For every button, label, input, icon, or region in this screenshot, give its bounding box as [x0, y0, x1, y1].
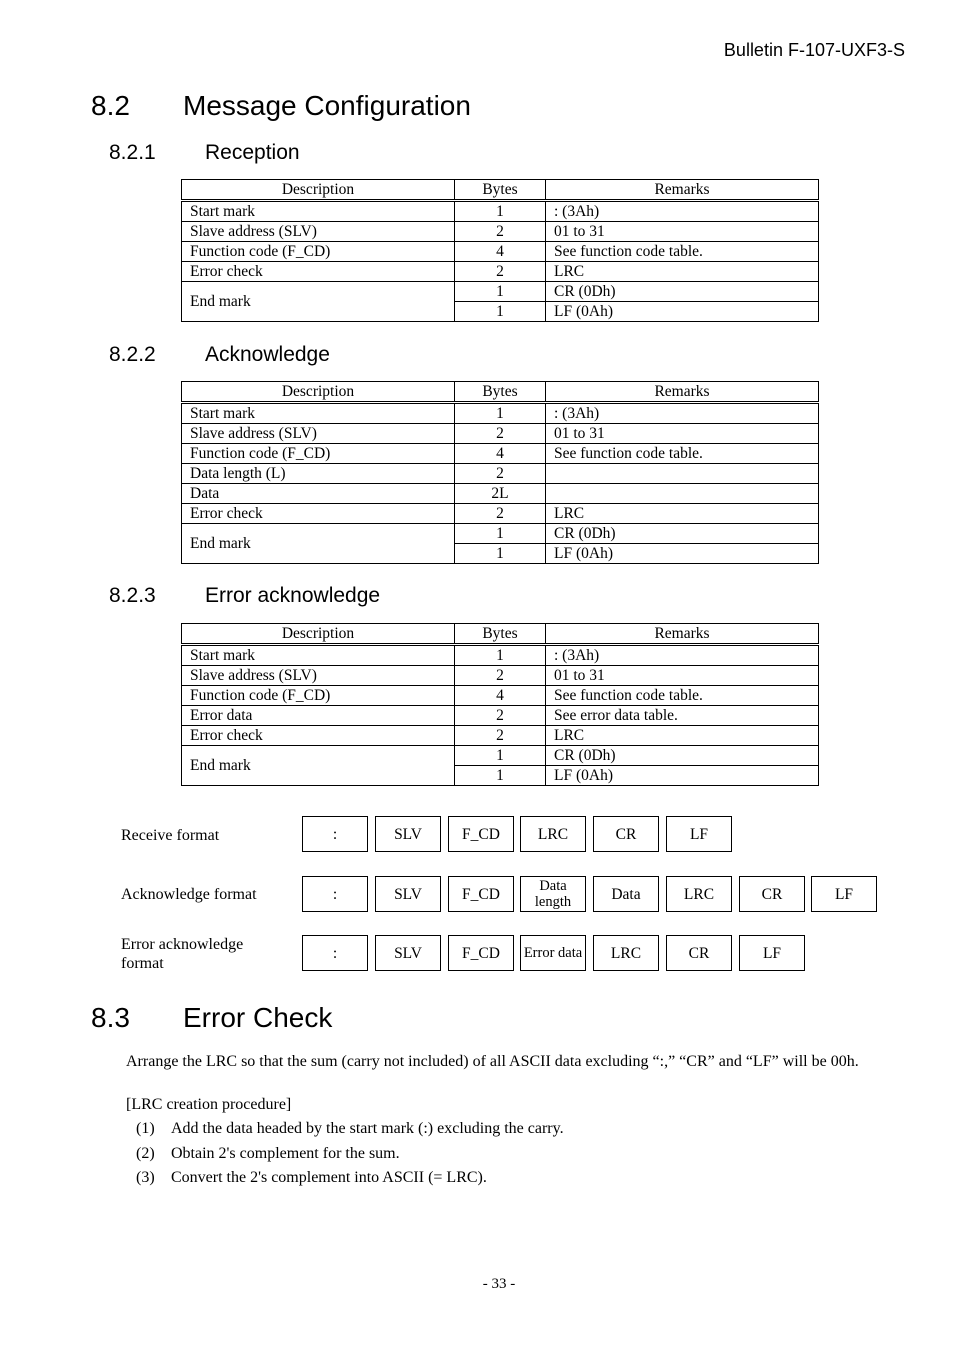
field-box: LF	[666, 816, 732, 852]
table-header-row	[182, 180, 819, 201]
section-number: 8.2	[91, 90, 130, 121]
error-check-paragraph: Arrange the LRC so that the sum (carry not included) of all ASCII data excluding “:,” “CR” and “LF” will be 00h.	[126, 1053, 859, 1070]
error-acknowledge-table	[181, 623, 819, 786]
cell-remarks: CR (0Dh)	[546, 524, 819, 544]
cell-description: Function code (F_CD)	[182, 686, 455, 706]
cell-remarks: 01 to 31	[546, 666, 819, 686]
cell-bytes: 1	[455, 746, 546, 766]
page-number: - 33 -	[482, 1276, 516, 1292]
header-remarks: Remarks	[546, 624, 819, 645]
header-bytes: Bytes	[455, 180, 546, 201]
receive-format-label: Receive format	[121, 827, 220, 844]
acknowledge-format-label: Acknowledge format	[121, 886, 257, 903]
table-row	[182, 222, 819, 242]
cell-description: Error check	[182, 504, 455, 524]
section-heading-8-3	[91, 1002, 332, 1034]
error-ack-format-label	[121, 935, 243, 973]
cell-description: Slave address (SLV)	[182, 666, 455, 686]
cell-remarks: LRC	[546, 726, 819, 746]
cell-remarks: : (3Ah)	[546, 645, 819, 666]
cell-bytes: 2	[455, 726, 546, 746]
cell-bytes: 2	[455, 262, 546, 282]
cell-remarks: See function code table.	[546, 686, 819, 706]
field-box: :	[302, 816, 368, 852]
step-number: (3)	[136, 1169, 155, 1186]
subsection-number: 8.2.2	[109, 343, 156, 366]
cell-bytes: 4	[455, 242, 546, 262]
cell-bytes: 1	[455, 645, 546, 666]
field-box: LRC	[666, 876, 732, 912]
cell-remarks: LF (0Ah)	[546, 302, 819, 322]
cell-bytes: 1	[455, 544, 546, 564]
field-box: F_CD	[448, 816, 514, 852]
table-header-row	[182, 382, 819, 403]
cell-remarks: : (3Ah)	[546, 201, 819, 222]
cell-bytes: 2L	[455, 484, 546, 504]
field-box: LF	[811, 876, 877, 912]
cell-bytes: 2	[455, 222, 546, 242]
subsection-title: Reception	[205, 141, 300, 164]
label-line: format	[121, 955, 164, 972]
cell-remarks: : (3Ah)	[546, 403, 819, 424]
cell-bytes: 1	[455, 302, 546, 322]
cell-remarks: LF (0Ah)	[546, 544, 819, 564]
header-description: Description	[182, 180, 455, 201]
cell-description: Data length (L)	[182, 464, 455, 484]
cell-description: Start mark	[182, 645, 455, 666]
cell-description: Start mark	[182, 403, 455, 424]
field-box: Error data	[520, 935, 586, 971]
cell-description: Slave address (SLV)	[182, 424, 455, 444]
cell-description: Function code (F_CD)	[182, 444, 455, 464]
field-box: SLV	[375, 935, 441, 971]
procedure-title: [LRC creation procedure]	[126, 1096, 292, 1113]
table-row	[182, 201, 819, 222]
cell-remarks: See error data table.	[546, 706, 819, 726]
cell-bytes: 2	[455, 424, 546, 444]
subsection-number: 8.2.3	[109, 584, 156, 607]
header-description: Description	[182, 624, 455, 645]
cell-remarks: LF (0Ah)	[546, 766, 819, 786]
table-row	[182, 444, 819, 464]
cell-description: End mark	[182, 282, 455, 322]
field-box: F_CD	[448, 935, 514, 971]
field-box: CR	[593, 816, 659, 852]
subsection-number: 8.2.1	[109, 141, 156, 164]
cell-bytes: 1	[455, 201, 546, 222]
cell-remarks: LRC	[546, 504, 819, 524]
table-row	[182, 464, 819, 484]
table-row	[182, 524, 819, 544]
field-box: LRC	[593, 935, 659, 971]
table-row	[182, 242, 819, 262]
cell-description: Slave address (SLV)	[182, 222, 455, 242]
header-bytes: Bytes	[455, 624, 546, 645]
section-heading-8-2	[91, 90, 471, 122]
cell-description: End mark	[182, 524, 455, 564]
cell-description: Error check	[182, 726, 455, 746]
field-box: LF	[739, 935, 805, 971]
step-number: (1)	[136, 1120, 155, 1137]
field-box: LRC	[520, 816, 586, 852]
table-row	[182, 686, 819, 706]
section-title: Message Configuration	[183, 90, 471, 121]
table-row	[182, 746, 819, 766]
cell-bytes: 2	[455, 706, 546, 726]
header-description: Description	[182, 382, 455, 403]
cell-bytes: 2	[455, 666, 546, 686]
field-box: Data	[593, 876, 659, 912]
subsection-title: Error acknowledge	[205, 584, 381, 607]
cell-remarks: 01 to 31	[546, 222, 819, 242]
procedure-step	[136, 1120, 564, 1138]
field-box: SLV	[375, 816, 441, 852]
cell-remarks: LRC	[546, 262, 819, 282]
field-box: :	[302, 876, 368, 912]
section-title: Error Check	[183, 1002, 333, 1033]
table-row	[182, 262, 819, 282]
field-box: Data length	[520, 876, 586, 912]
cell-description: Data	[182, 484, 455, 504]
header-bytes: Bytes	[455, 382, 546, 403]
step-text: Obtain 2's complement for the sum.	[171, 1145, 400, 1162]
cell-description: Start mark	[182, 201, 455, 222]
cell-remarks: See function code table.	[546, 444, 819, 464]
field-box: :	[302, 935, 368, 971]
cell-description: Function code (F_CD)	[182, 242, 455, 262]
table-row	[182, 645, 819, 666]
cell-description: Error data	[182, 706, 455, 726]
table-row	[182, 726, 819, 746]
cell-description: End mark	[182, 746, 455, 786]
field-box: SLV	[375, 876, 441, 912]
label-line: Error acknowledge	[121, 936, 244, 953]
acknowledge-table	[181, 381, 819, 564]
table-row	[182, 504, 819, 524]
subsection-title: Acknowledge	[205, 343, 330, 366]
table-row	[182, 282, 819, 302]
procedure-step	[136, 1145, 400, 1163]
cell-remarks	[546, 484, 819, 504]
cell-bytes: 4	[455, 444, 546, 464]
subsection-heading-8-2-2	[109, 343, 330, 367]
cell-bytes: 1	[455, 282, 546, 302]
cell-remarks: 01 to 31	[546, 424, 819, 444]
cell-bytes: 2	[455, 504, 546, 524]
section-number: 8.3	[91, 1002, 130, 1033]
cell-remarks: CR (0Dh)	[546, 746, 819, 766]
cell-remarks	[546, 464, 819, 484]
table-row	[182, 484, 819, 504]
cell-description: Error check	[182, 262, 455, 282]
cell-bytes: 1	[455, 403, 546, 424]
field-box: F_CD	[448, 876, 514, 912]
cell-bytes: 1	[455, 524, 546, 544]
subsection-heading-8-2-1	[109, 141, 300, 165]
reception-table	[181, 179, 819, 322]
bulletin-id: Bulletin F-107-UXF3-S	[723, 40, 905, 60]
procedure-step	[136, 1169, 487, 1187]
cell-remarks: See function code table.	[546, 242, 819, 262]
table-header-row	[182, 624, 819, 645]
header-remarks: Remarks	[546, 180, 819, 201]
table-row	[182, 424, 819, 444]
cell-bytes: 4	[455, 686, 546, 706]
cell-remarks: CR (0Dh)	[546, 282, 819, 302]
table-row	[182, 666, 819, 686]
step-text: Convert the 2's complement into ASCII (= LRC).	[171, 1169, 487, 1186]
header-remarks: Remarks	[546, 382, 819, 403]
step-number: (2)	[136, 1145, 155, 1162]
cell-bytes: 2	[455, 464, 546, 484]
table-row	[182, 706, 819, 726]
subsection-heading-8-2-3	[109, 584, 380, 608]
step-text: Add the data headed by the start mark (:) excluding the carry.	[171, 1120, 564, 1137]
table-row	[182, 403, 819, 424]
field-box: CR	[739, 876, 805, 912]
field-box: CR	[666, 935, 732, 971]
cell-bytes: 1	[455, 766, 546, 786]
